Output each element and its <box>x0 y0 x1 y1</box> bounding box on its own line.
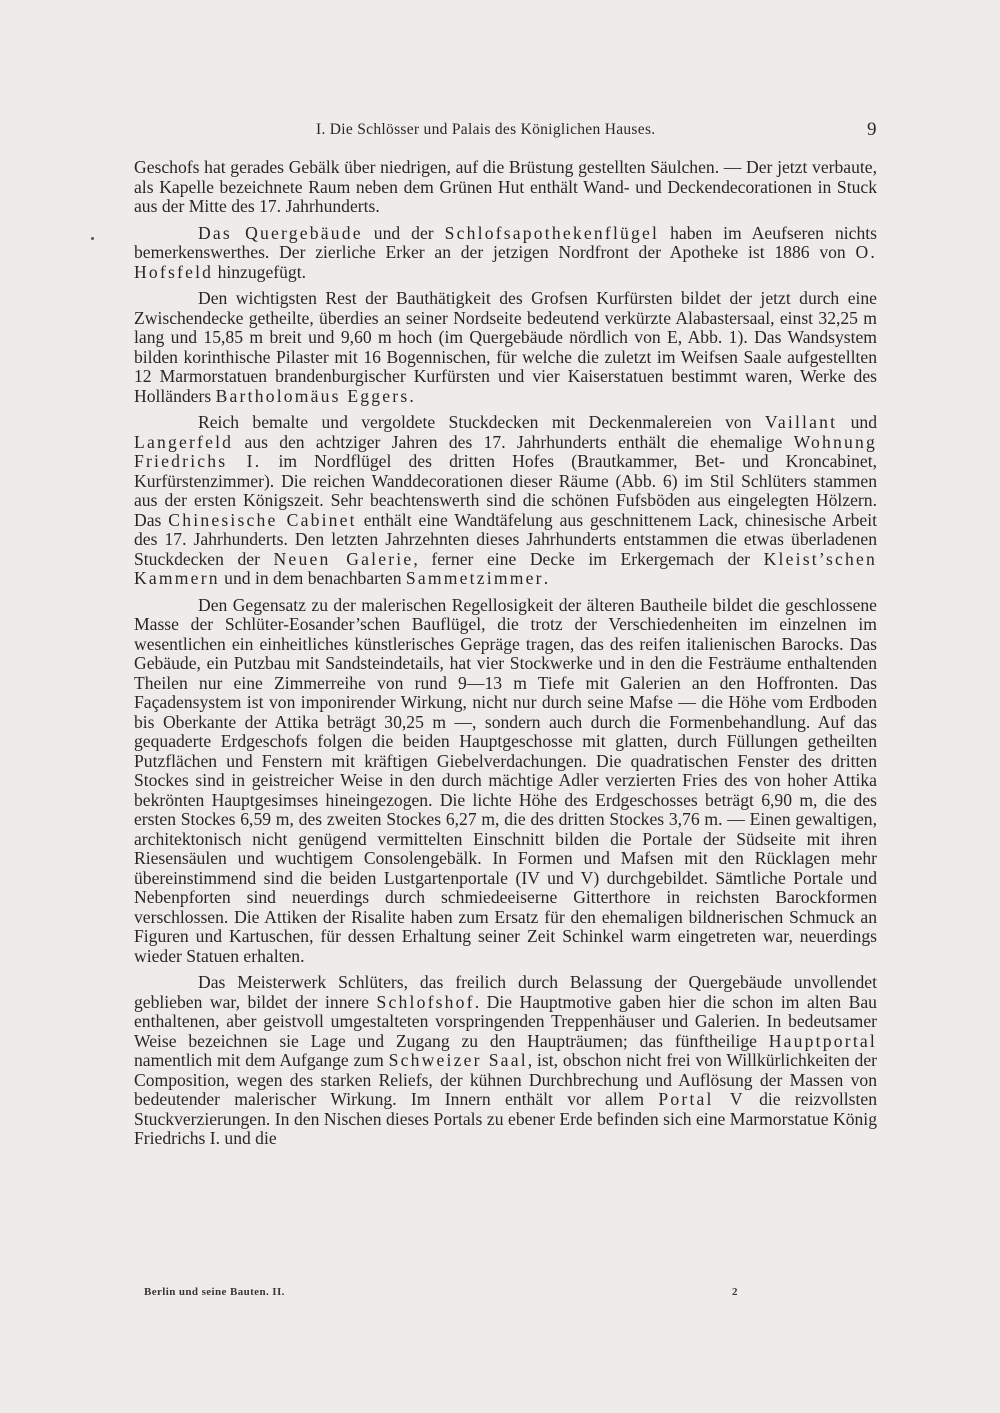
paragraph <box>134 289 877 406</box>
text-run: im Nordflügel des dritten Hofes (Brautkammer, Bet- und Kroncabinet, Kurfürstenzimmer). Die reichen Wanddecorationen dieser Räume (Abb. 6) im Stil Schlüters stammen aus der ersten Königszeit. Sehr beachtenswerth sind die schönen Fufsböden aus eingelegten Hölzern. Das <box>134 451 877 530</box>
page-footer <box>0 1286 1000 1302</box>
text-run: und <box>837 412 877 432</box>
running-header <box>0 121 1000 145</box>
text-run: Den Gegensatz zu der malerischen Regellosigkeit der älteren Bautheile bildet die geschlossene Masse der Schlüter-Eosander’schen Bauflügel, die trotz der Verschiedenheiten im einzelnen im wesentlichen ein einheitliches künstlerisches Gepräge tragen, das des reifen italienischen Barocks. Das Gebäude, ein Putzbau mit Sandsteindetails, hat vier Stockwerke und in den die Festräume enthaltenden Theilen nur eine Zimmerreihe von rund 9—13 m Tiefe mit Galerien an den Hoffronten. Das Façadensystem ist von imponirender Wirkung, nicht nur durch seine Mafse — die Höhe vom Erdboden bis Oberkante der Attika beträgt 30,25 m —, sondern auch durch die Formenbehandlung. Auf das gequaderte Erdgeschofs folgen die beiden Hauptgeschosse mit glatten, durch Füllungen getheilten Putzflächen und Fenstern mit kräftigen Giebelverdachungen. Die quadratischen Fenster des dritten Stockes sind in geistreicher Weise in den durch mächtige Adler verzierten Fries des von hoher Attika bekrönten Hauptgesimses hineingezogen. Die lichte Höhe des Erdgeschosses beträgt 6,90 m, die des ersten Stockes 6,59 m, des zweiten Stockes 6,27 m, die des dritten Stockes 3,76 m. — Einen gewaltigen, architektonisch nicht genügend vermittelten Einschnitt bilden die Portale der Südseite mit ihren Riesensäulen und wuchtigem Consolengebälk. In Formen und Mafsen mit den Rücklagen mehr übereinstimmend sind die beiden Lustgartenportale (IV und V) durchgebildet. Sämtliche Portale und Nebenpforten sind neuerdings durch schmiedeeiserne Gitterthore in reichsten Barockformen verschlossen. Die Attiken der Risalite haben zum Ersatz für den ehemaligen bildnerischen Schmuck an Figuren und Kartuschen, für dessen Erhaltung seiner Zeit Schinkel warm eingetreten war, neuerdings wieder Statuen erhalten. <box>134 594 877 966</box>
text-run: Das Meisterwerk Schlüters, das freilich durch Belassung der Quergebäude unvollendet geblieben war, bildet der innere <box>134 972 877 1012</box>
spaced-emphasis: Langerfeld <box>134 431 234 452</box>
spaced-emphasis: Kleist’schen Kammern <box>134 548 877 588</box>
spaced-emphasis: Neuen Galerie <box>273 548 414 569</box>
body-text <box>134 158 877 1156</box>
spaced-emphasis: Bartholomäus Eggers <box>215 385 410 406</box>
spaced-emphasis: Schweizer Saal <box>388 1050 528 1070</box>
spaced-emphasis: Vaillant <box>764 412 838 432</box>
text-run: und der <box>362 222 445 243</box>
spaced-emphasis: Hauptportal <box>768 1030 877 1051</box>
sheet-number: 2 <box>732 1286 738 1298</box>
text-run: namentlich mit dem Aufgange zum <box>134 1050 389 1070</box>
text-run: . <box>543 568 549 588</box>
text-run: haben im Aeufseren nichts bemerkenswerthes. Der zierliche Erker an der jetzigen Nordfront der Apotheke ist 1886 von <box>134 222 877 262</box>
text-run: . Die Hauptmotive gaben hier die schon im alten Bau enthaltenen, aber geistvoll umgestalteten vorspringenden Treppenhäuser und Galerien. In bedeutsamer Weise bezeichnen sie Lage und Zugang zu den Haupträumen; das fünftheilige <box>134 991 877 1051</box>
book-signature: Berlin und seine Bauten. II. <box>144 1286 285 1298</box>
page-number: 9 <box>867 119 877 140</box>
paragraph <box>134 224 877 283</box>
text-run: , ferner eine Decke im Erkergemach der <box>413 548 764 569</box>
text-run: aus den achtziger Jahren des 17. Jahrhunderts enthält die ehemalige <box>233 431 794 452</box>
paragraph <box>134 596 877 967</box>
text-run: Den wichtigsten Rest der Bauthätigkeit des Grofsen Kurfürsten bildet der jetzt durch eine Zwischendecke getheilte, überdies an seiner Nordseite bedeutend verkürzte Alabastersaal, einst 32,25 m lang und 15,85 m breit und 9,60 m hoch (im Quergebäude nördlich von E, Abb. 1). Das Wandsystem bilden korinthische Pilaster mit 16 Bogennischen, für welche die zuletzt im Weifsen Saale aufgestellten 12 Marmorstatuen brandenburgischer Kurfürsten und vier Kaiserstatuen bestimmt waren, Werke des Holländers <box>134 288 877 406</box>
text-run: die reizvollsten Stuckverzierungen. In den Nischen dieses Portals zu ebener Erde befinden sich eine Marmorstatue König Friedrichs I. und die <box>134 1089 877 1148</box>
spaced-emphasis: Schlofshof <box>376 991 475 1012</box>
text-run: Geschofs hat gerades Gebälk über niedrigen, auf die Brüstung gestellten Säulchen. — Der jetzt verbaute, als Kapelle bezeichnete Raum neben dem Grünen Hut enthält Wand- und Deckendecorationen in Stuck aus der Mitte des 17. Jahrhunderts. <box>134 157 877 216</box>
text-run: Reich bemalte und vergoldete Stuckdecken mit Deckenmalereien von <box>198 412 765 432</box>
paragraph <box>134 973 877 1149</box>
spaced-emphasis: Sammetzimmer <box>405 568 544 588</box>
spaced-emphasis: O. Hofsfeld <box>134 242 877 282</box>
spaced-emphasis: Portal V <box>658 1089 745 1109</box>
paragraph <box>134 413 877 589</box>
spaced-emphasis: Wohnung Friedrichs I. <box>134 431 877 471</box>
chapter-title: I. Die Schlösser und Palais des Königlichen Hauses. <box>316 121 656 138</box>
spaced-emphasis: Das Quergebäude <box>198 222 363 243</box>
spaced-emphasis: Chinesische Cabinet <box>168 509 357 530</box>
text-run: , ist, obschon nicht frei von Willkürlichkeiten der Composition, wegen des starken Reliefs, der kühnen Durchbrechung und Auflösung der Massen von bedeutender malerischer Wirkung. Im Innern enthält vor allem <box>134 1050 877 1109</box>
text-run: hinzugefügt. <box>213 261 307 282</box>
text-run: enthält eine Wandtäfelung aus geschnittenem Lack, chinesische Arbeit des 17. Jahrhunderts. Den letzten Jahrzehnten dieses Jahrhunderts entstammen die etwas überladenen Stuckdecken der <box>134 509 878 569</box>
spaced-emphasis: Schlofsapothekenflügel <box>444 222 660 243</box>
text-run: . <box>409 385 414 406</box>
paragraph <box>134 158 877 217</box>
text-run: und in dem benachbarten <box>219 568 406 588</box>
print-speck <box>91 237 94 240</box>
